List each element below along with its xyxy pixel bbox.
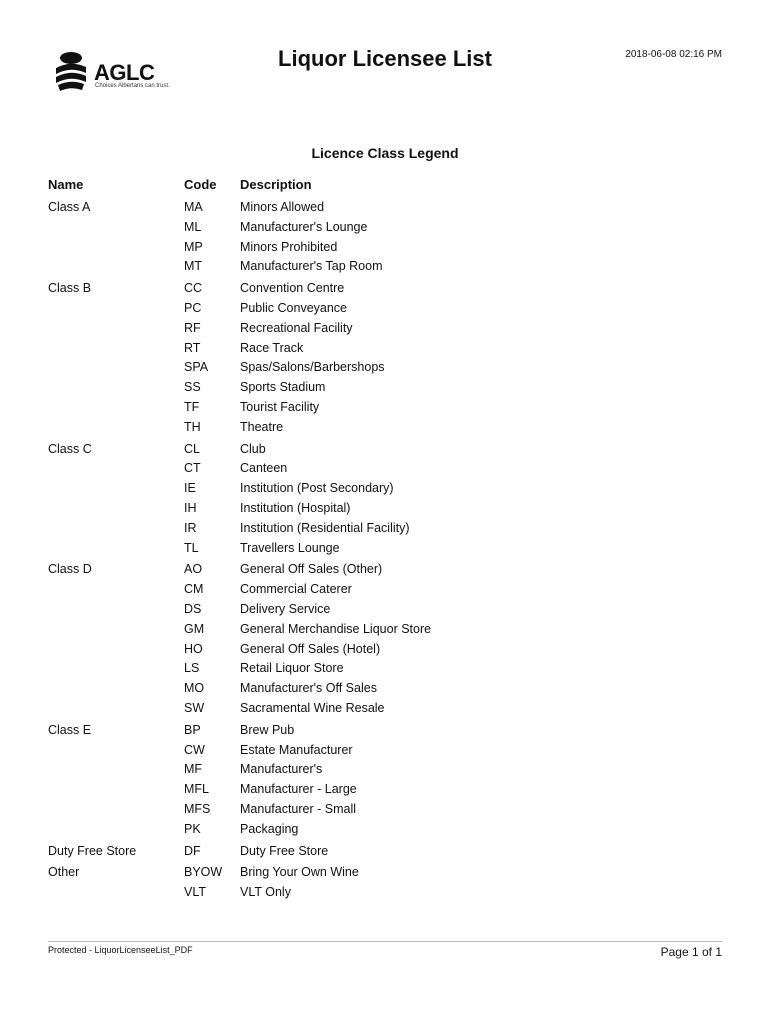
licence-description: Brew Pub (240, 722, 295, 737)
class-group (48, 863, 728, 903)
licence-code: TL (184, 540, 199, 555)
licence-description: General Off Sales (Hotel) (240, 641, 381, 656)
licence-code: RF (184, 320, 201, 335)
licence-description: Canteen (240, 461, 288, 476)
licence-code: MA (184, 200, 203, 214)
class-group (48, 721, 728, 840)
class-name: Class C (48, 441, 92, 456)
table-row (184, 800, 728, 820)
table-row (184, 238, 728, 258)
column-header-code: Code (184, 177, 217, 192)
table-row (184, 279, 728, 299)
licence-code: SS (184, 380, 201, 395)
table-row (184, 780, 728, 800)
table-row (184, 418, 728, 438)
licence-code: MF (184, 762, 203, 777)
logo-tagline: Choices Albertans can trust. (95, 83, 170, 89)
licence-description: Duty Free Store (240, 843, 329, 858)
table-row (184, 741, 728, 761)
licence-description: Estate Manufacturer (240, 742, 353, 757)
licence-code: SW (184, 700, 205, 715)
licence-code: RT (184, 340, 201, 355)
licence-code: VLT (184, 885, 206, 900)
licence-code: LS (184, 661, 200, 676)
table-row (184, 459, 728, 479)
logo-wordmark: AGLC (94, 60, 155, 85)
licence-description: Delivery Service (240, 601, 331, 616)
licence-code: PC (184, 300, 202, 315)
licence-description: Public Conveyance (240, 300, 348, 315)
table-row (184, 842, 728, 862)
page-title: Liquor Licensee List (278, 46, 492, 71)
table-row (184, 257, 728, 277)
licence-description: Institution (Hospital) (240, 500, 351, 515)
licence-description: Travellers Lounge (240, 540, 340, 555)
column-header-name: Name (48, 177, 84, 192)
table-row (184, 440, 728, 460)
class-name: Other (48, 865, 80, 880)
licence-description: Recreational Facility (240, 320, 353, 335)
licence-code: MP (184, 239, 203, 254)
licence-code: ML (184, 219, 202, 234)
footer-divider (48, 941, 722, 942)
table-row (184, 659, 728, 679)
licence-code: MFL (184, 782, 209, 797)
licence-description: Convention Centre (240, 281, 345, 296)
table-row (184, 378, 728, 398)
table-row (184, 560, 728, 580)
column-header-description: Description (240, 177, 312, 192)
report-timestamp: 2018-06-08 02:16 PM (625, 49, 722, 60)
table-row (184, 198, 728, 218)
licence-description: Spas/Salons/Barbershops (240, 360, 385, 375)
class-group (48, 440, 728, 559)
licence-code: MFS (184, 801, 211, 816)
table-row (184, 398, 728, 418)
table-row (184, 580, 728, 600)
licence-class-table (48, 198, 728, 905)
class-name: Class E (48, 722, 92, 737)
licence-description: VLT Only (240, 885, 291, 900)
licence-description: Manufacturer's Tap Room (240, 259, 383, 274)
licence-code: CW (184, 742, 205, 757)
table-row (184, 539, 728, 559)
licence-code: CT (184, 461, 201, 476)
licence-description: Institution (Post Secondary) (240, 481, 394, 496)
class-name: Class A (48, 200, 91, 214)
licence-code: IR (184, 520, 197, 535)
table-row (184, 339, 728, 359)
table-row (184, 319, 728, 339)
licence-code: DF (184, 843, 201, 858)
licence-description: Manufacturer's Off Sales (240, 681, 377, 696)
licence-description: Manufacturer's (240, 762, 323, 777)
table-row (184, 519, 728, 539)
licence-description: Club (240, 441, 266, 456)
licence-code: IH (184, 500, 197, 515)
licence-description: Packaging (240, 821, 299, 836)
class-group (48, 842, 728, 862)
class-group (48, 198, 728, 277)
table-row (184, 299, 728, 319)
table-row (184, 679, 728, 699)
licence-description: Sports Stadium (240, 380, 326, 395)
licence-code: DS (184, 601, 202, 616)
licence-description: Bring Your Own Wine (240, 865, 359, 880)
class-name: Duty Free Store (48, 843, 137, 858)
licence-description: General Off Sales (Other) (240, 562, 383, 577)
table-row (184, 600, 728, 620)
licence-code: AO (184, 562, 203, 577)
table-row (184, 479, 728, 499)
licence-code: IE (184, 481, 196, 496)
table-row (184, 640, 728, 660)
table-row (184, 721, 728, 741)
table-row (184, 883, 728, 903)
licence-description: General Merchandise Liquor Store (240, 621, 432, 636)
licence-description: Manufacturer's Lounge (240, 219, 368, 234)
licence-code: HO (184, 641, 203, 656)
licence-description: Race Track (240, 340, 304, 355)
licence-code: TF (184, 399, 200, 414)
licence-code: SPA (184, 360, 209, 375)
licence-code: CM (184, 582, 204, 597)
licence-description: Manufacturer - Large (240, 782, 357, 797)
licence-description: Theatre (240, 419, 284, 434)
licence-code: CC (184, 281, 203, 296)
page-number: Page 1 of 1 (660, 945, 722, 959)
class-name: Class D (48, 562, 92, 577)
licence-description: Minors Allowed (240, 200, 325, 214)
class-group (48, 560, 728, 718)
licence-description: Minors Prohibited (240, 239, 338, 254)
footer-document-label: Protected - LiquorLicenseeList_PDF (48, 945, 193, 955)
table-row (184, 620, 728, 640)
licence-code: GM (184, 621, 205, 636)
table-row (184, 699, 728, 719)
table-row (184, 218, 728, 238)
legend-title: Licence Class Legend (311, 145, 459, 161)
licence-code: PK (184, 821, 201, 836)
licence-description: Retail Liquor Store (240, 661, 344, 676)
licence-code: TH (184, 419, 201, 434)
table-row (184, 499, 728, 519)
table-row (184, 863, 728, 883)
class-group (48, 279, 728, 437)
table-row (184, 760, 728, 780)
licence-description: Tourist Facility (240, 399, 320, 414)
licence-code: CL (184, 441, 200, 456)
licence-code: BP (184, 722, 201, 737)
licence-description: Sacramental Wine Resale (240, 700, 385, 715)
licence-description: Institution (Residential Facility) (240, 520, 410, 535)
licence-description: Commercial Caterer (240, 582, 352, 597)
table-row (184, 820, 728, 840)
class-name: Class B (48, 281, 92, 296)
licence-code: MO (184, 681, 205, 696)
licence-description: Manufacturer - Small (240, 801, 357, 816)
table-row (184, 358, 728, 378)
licence-code: BYOW (184, 865, 223, 880)
licence-code: MT (184, 259, 203, 274)
